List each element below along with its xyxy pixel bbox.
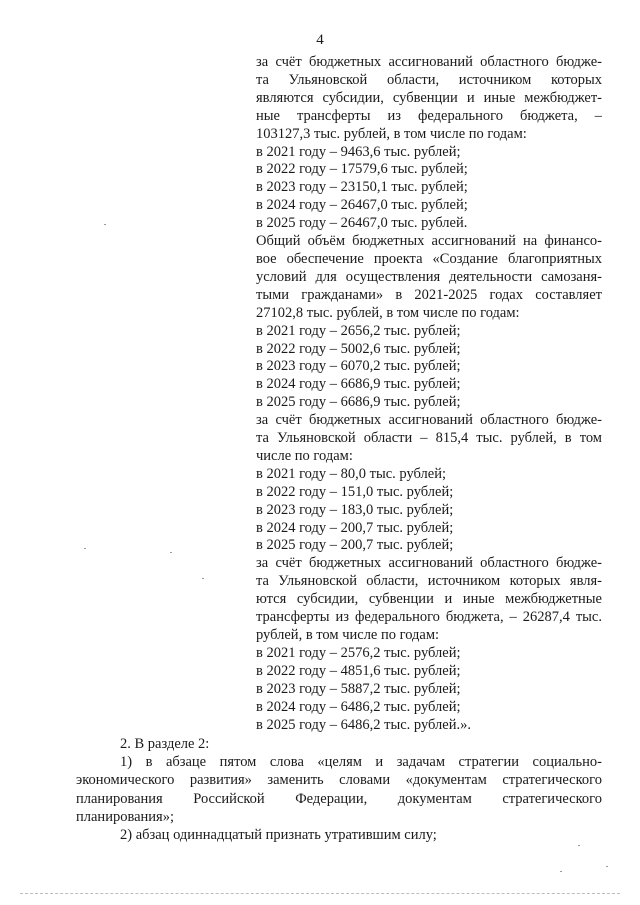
text-line: в 2022 году – 4851,6 тыс. рублей; [256, 662, 461, 679]
text-line: в 2024 году – 26467,0 тыс. рублей; [256, 197, 468, 214]
text-line: в 2023 году – 6070,2 тыс. рублей; [256, 358, 461, 375]
text-line: рублей, в том числе по годам: [256, 627, 440, 643]
financing-text-column [256, 54, 602, 734]
text-line: в 2023 году – 5887,2 тыс. рублей; [256, 680, 461, 697]
text-line: ные трансферты из федерального бюджета, – [256, 107, 602, 124]
text-line: за счёт бюджетных ассигнований областного бюдже- [256, 555, 602, 572]
paragraph-line: 1) в абзаце пятом слова «целям и задачам стратегии социально- [120, 754, 602, 771]
text-line: вое обеспечение проекта «Создание благоприятных [256, 250, 602, 267]
text-line: в 2025 году – 200,7 тыс. рублей; [256, 537, 454, 554]
text-line: 103127,3 тыс. рублей, в том числе по годам: [256, 125, 527, 142]
text-line: та Ульяновской области, источником которых [256, 71, 602, 88]
text-line: в 2025 году – 6486,2 тыс. рублей.». [256, 716, 471, 733]
amendments-section [76, 735, 602, 844]
paragraph-line: планирования»; [76, 808, 175, 825]
text-line: в 2022 году – 5002,6 тыс. рублей; [256, 340, 461, 357]
paragraph-line: экономического развития» заменить словами «документам стратегического [76, 772, 602, 789]
text-line: ются субсидии, субвенции и иные межбюджетные [256, 591, 602, 608]
paragraph-line: 2) абзац одиннадцатый признать утратившим силу; [120, 827, 437, 844]
text-line: являются субсидии, субвенции и иные межбюджет- [256, 89, 602, 106]
text-line: в 2023 году – 183,0 тыс. рублей; [256, 501, 454, 518]
paragraph-line: планирования Российской Федерации, документам стратегического [76, 790, 602, 807]
text-line: в 2022 году – 17579,6 тыс. рублей; [256, 161, 468, 178]
text-line: тыми гражданами» в 2021-2025 годах составляет [256, 286, 602, 303]
text-line: в 2024 году – 200,7 тыс. рублей; [256, 519, 454, 536]
page-number: 4 [316, 32, 324, 48]
text-line: в 2024 году – 6486,2 тыс. рублей; [256, 698, 461, 715]
text-line: трансферты из федерального бюджета, – 26287,4 тыс. [256, 609, 602, 626]
text-line: в 2021 году – 2576,2 тыс. рублей; [256, 644, 461, 661]
text-line: в 2025 году – 26467,0 тыс. рублей. [256, 215, 468, 232]
text-line: за счёт бюджетных ассигнований областного бюдже- [256, 412, 602, 429]
paragraph-line: 2. В разделе 2: [120, 736, 210, 752]
text-line: Общий объём бюджетных ассигнований на финансо- [256, 233, 602, 250]
text-line: в 2021 году – 9463,6 тыс. рублей; [256, 143, 461, 160]
text-line: за счёт бюджетных ассигнований областного бюдже- [256, 54, 602, 70]
text-line: та Ульяновской области, источником которых явля- [256, 573, 602, 590]
text-line: та Ульяновской области – 815,4 тыс. рублей, в том [256, 430, 602, 447]
text-line: в 2021 году – 2656,2 тыс. рублей; [256, 322, 461, 339]
text-line: условий для осуществления деятельности самозаня- [256, 268, 602, 285]
text-line: в 2022 году – 151,0 тыс. рублей; [256, 483, 454, 500]
text-line: в 2025 году – 6686,9 тыс. рублей; [256, 394, 461, 411]
text-line: 27102,8 тыс. рублей, в том числе по годам: [256, 304, 520, 321]
page-bottom-edge [20, 893, 620, 894]
text-line: в 2024 году – 6686,9 тыс. рублей; [256, 376, 461, 393]
text-line: в 2023 году – 23150,1 тыс. рублей; [256, 179, 468, 196]
text-line: числе по годам: [256, 447, 353, 464]
text-line: в 2021 году – 80,0 тыс. рублей; [256, 465, 447, 482]
